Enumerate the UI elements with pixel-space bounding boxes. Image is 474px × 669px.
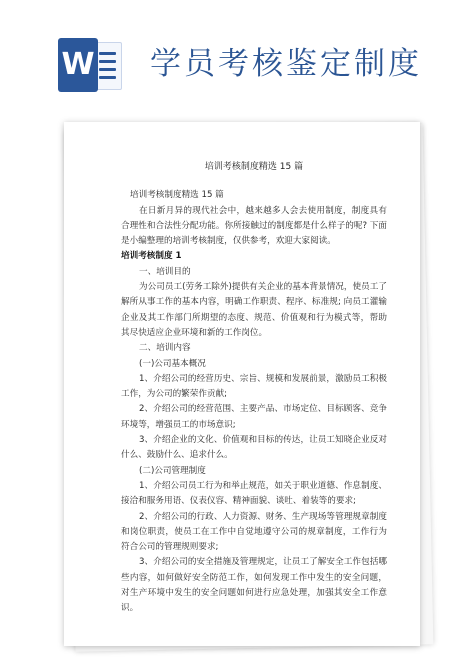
word-logo: W <box>58 38 98 92</box>
intro-paragraph: 在日新月异的现代社会中，越来越多人会去使用制度，制度具有合理性和合法性分配功能。你所接触过的制度都是什么样子的呢? 下面是小编整理的培训考核制度，仅供参考，欢迎大家阅读。 <box>121 205 387 247</box>
document-subtitle: 培训考核制度精选 15 篇 <box>130 190 224 201</box>
document-page <box>64 122 420 646</box>
list-item: 3、介绍公司的安全措施及管理规定，让员工了解安全工作包括哪些内容，如何做好安全防范工作，如何发现工作中发生的安全问题，对生产环境中发生的安全问题如何进行应急处理，加强其安全工作意识。 <box>121 557 387 614</box>
purpose-paragraph: 为公司员工(劳务工除外)提供有关企业的基本背景情况，使员工了解所从事工作的基本内容，明确工作职责、程序、标准规; 向员工灌输企业及其工作部门所期望的态度、规范、价值观和行为模式等，帮助其尽快适应企业环境和新的工作岗位。 <box>121 282 387 338</box>
word-icon <box>58 38 122 92</box>
subheading-management: (二)公司管理制度 <box>139 465 206 476</box>
list-item: 1、介绍公司员工行为和举止规范，如关于职业道德、作息制度、接洽和服务用语、仪表仪容、精神面貌、谈吐、着装等的要求; <box>121 480 387 507</box>
section-heading: 培训考核制度 1 <box>121 251 182 262</box>
document-title: 培训考核制度精选 15 篇 <box>204 162 304 172</box>
banner-title: 学员考核鉴定制度 <box>150 46 422 82</box>
list-item: 3、介绍企业的文化、价值观和目标的传达，让员工知晓企业反对什么、鼓励什么、追求什么。 <box>121 435 387 461</box>
list-item: 1、介绍公司的经营历史、宗旨、规模和发展前景，激励员工积极工作，为公司的繁荣作贡献; <box>121 373 387 400</box>
list-item: 2、介绍公司的行政、人力资源、财务、生产现场等管理规章制度和岗位职责，使员工在工作中自觉地遵守公司的规章制度，工作行为符合公司的管理规则要求; <box>121 511 387 553</box>
banner <box>0 0 474 110</box>
heading-content: 二、培训内容 <box>139 343 191 354</box>
list-item: 2、介绍公司的经营范围、主要产品、市场定位、目标顾客、竞争环境等，增强员工的市场意识; <box>121 404 387 430</box>
subheading-overview: (一)公司基本概况 <box>139 358 206 369</box>
heading-purpose: 一、培训目的 <box>139 266 191 277</box>
document-content <box>121 160 387 617</box>
